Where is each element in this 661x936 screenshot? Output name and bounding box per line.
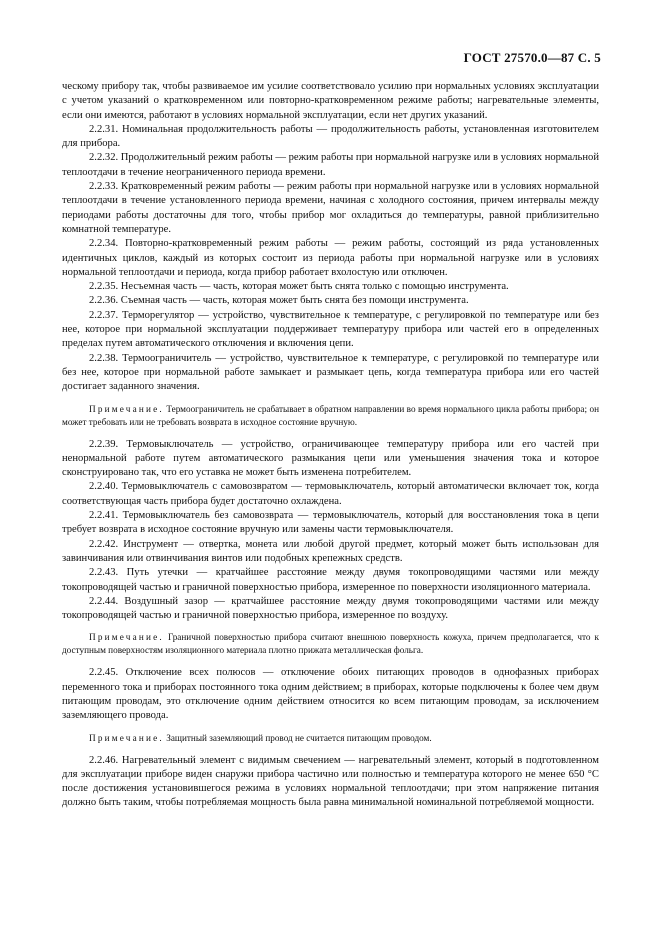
note-label: Примечание. bbox=[89, 403, 164, 414]
definition-paragraph: 2.2.39. Термовыключатель — устройство, ограничивающее температуру прибора или его частей при ненормальной работе путем автоматического размыкания цепи или уменьшения значения тока и которое сконструировано так, что его уставка не может быть изменена потребителем. bbox=[62, 438, 599, 479]
definition-paragraph: 2.2.41. Термовыключатель без самовозврата — термовыключатель, который для восстановления тока в цепи требует возврата в исходное состояние вручную или замены части термовыключателя. bbox=[62, 510, 599, 536]
definition-paragraph: 2.2.44. Воздушный зазор — кратчайшее расстояние между двумя токопроводящими частями или между токопроводящей частью и граничной поверхностью прибора, измеренное по воздуху. bbox=[62, 595, 599, 622]
continued-paragraph: ческому прибору так, чтобы развиваемое им усилие соответствовало усилию при нормальных условиях эксплуатации с учетом указаний о кратковременном или повторно-кратковременном режиме работы; нагревательные элементы, если они имеются, работают в условиях нормальной эксплуатации, если нет других указаний. bbox=[62, 81, 599, 121]
note-text: Термоограничитель не срабатывает в обратном направлении во время нормального цикла работы прибора; он может требовать или не требовать возврата в исходное состояние вручную. bbox=[62, 403, 599, 427]
definition-paragraph: 2.2.43. Путь утечки — кратчайшее расстояние между двумя токопроводящими частями или между токопроводящей частью и граничной поверхностью прибора, измеренное по поверхности изоляционного материала. bbox=[62, 567, 599, 593]
note-text: Граничной поверхностью прибора считают внешнюю поверхность кожуха, причем предполагается, что к доступным поверхностям изоляционного материала плотно прижата металлическая фольга. bbox=[62, 632, 599, 656]
note-paragraph bbox=[62, 403, 599, 429]
definition-paragraph: 2.2.38. Термоограничитель — устройство, чувствительное к температуре, с регулировкой по температуре или без нее, которое при нормальной работе замыкает и размыкает цепь, когда температура прибора или его частей достигает заданного значения. bbox=[62, 352, 599, 393]
note-label: Примечание. bbox=[89, 632, 164, 643]
definition-paragraph: 2.2.34. Повторно-кратковременный режим работы — режим работы, состоящий из ряда установленных идентичных циклов, каждый из которых состоит из периода работы при нормальной нагрузке или в условиях нормальной теплоотдачи и периода, когда прибор работает вхолостую или отключен. bbox=[62, 238, 599, 278]
page-header: ГОСТ 27570.0—87 С. 5 bbox=[463, 50, 601, 65]
note-paragraph bbox=[62, 732, 599, 745]
document-body bbox=[62, 80, 599, 811]
definition-paragraph: 2.2.42. Инструмент — отвертка, монета или любой другой предмет, который может быть использован для завинчивания или отвинчивания винтов или подобных крепежных средств. bbox=[62, 538, 599, 564]
note-text: Защитный заземляющий провод не считается питающим проводом. bbox=[166, 732, 432, 743]
note-paragraph bbox=[62, 631, 599, 657]
note-label: Примечание. bbox=[89, 732, 164, 743]
definition-paragraph: 2.2.32. Продолжительный режим работы — режим работы при нормальной нагрузке или в условиях нормальной теплоотдачи в течение неограниченного периода времени. bbox=[62, 152, 599, 178]
definition-paragraph: 2.2.37. Терморегулятор — устройство, чувствительное к температуре, с регулировкой по температуре или без нее, которое при нормальной эксплуатации поддерживает температуру прибора или частей его в определенных пределах путем автоматического отключения и включения цепи. bbox=[62, 309, 599, 350]
definition-paragraph: 2.2.40. Термовыключатель с самовозвратом — термовыключатель, который автоматически включает ток, когда соответствующая часть прибора будет достаточно охлаждена. bbox=[62, 481, 599, 507]
definition-paragraph: 2.2.36. Съемная часть — часть, которая может быть снята без помощи инструмента. bbox=[89, 295, 469, 307]
definition-paragraph: 2.2.33. Кратковременный режим работы — режим работы при нормальной нагрузке или в условиях нормальной теплоотдачи в течение установленного периода времени, начиная с холодного состояния, причем интервалы между периодами работы достаточны для того, чтобы прибор мог охладиться до температуры, равной приблизительно комнатной температуре. bbox=[62, 181, 599, 235]
definition-paragraph: 2.2.35. Несъемная часть — часть, которая может быть снята только с помощью инструмента. bbox=[89, 281, 509, 293]
definition-paragraph: 2.2.45. Отключение всех полюсов — отключение обоих питающих проводов в однофазных приборах переменного тока и приборах постоянного тока одним действием; в приборах, которые подключены к более чем двум питающим проводам, это отключение одним действием относится ко всем питающим проводам, за исключением заземляющего провода. bbox=[62, 667, 599, 722]
definition-paragraph: 2.2.46. Нагревательный элемент с видимым свечением — нагревательный элемент, который в подготовленном для эксплуатации приборе виден снаружи прибора частично или полностью и температура которого не менее 650 °С после достижения установившегося режима в условиях нормальной теплоотдачи; при этом напряжение питания должно быть таким, чтобы потребляемая мощность была равна минимальной номинальной потребляемой мощности. bbox=[62, 754, 599, 809]
definition-paragraph: 2.2.31. Номинальная продолжительность работы — продолжительность работы, установленная изготовителем для прибора. bbox=[62, 123, 599, 150]
